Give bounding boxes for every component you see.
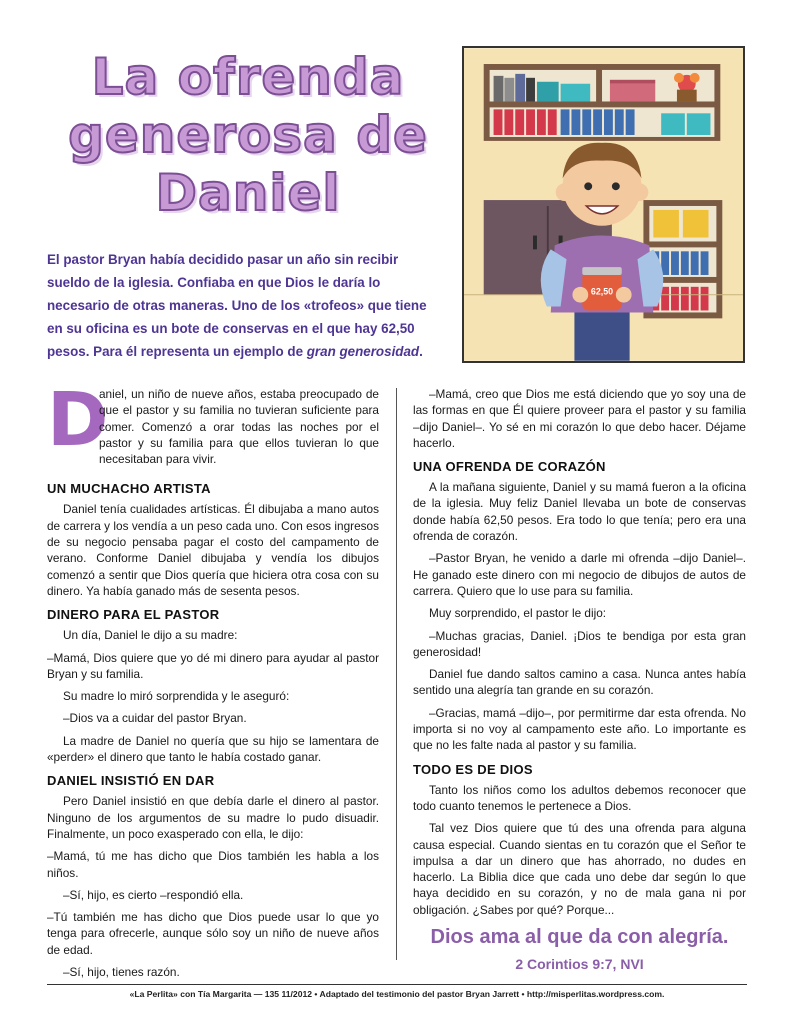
right-paragraph-8: Tanto los niños como los adultos debemos reconocer que todo cuanto tenemos le pertenece a Dios. [413,782,746,813]
left-paragraph-4: –Mamá, Dios quiere que yo dé mi dinero para ayudar al pastor Bryan y su familia. [47,650,379,681]
right-paragraph-5: –Muchas gracias, Daniel. ¡Dios te bendiga por esta gran generosidad! [413,628,746,659]
intro-emphasis: gran generosidad [306,344,420,359]
title-line-1: La ofrenda [91,48,405,106]
left-paragraph-6: –Dios va a cuidar del pastor Bryan. [63,711,247,726]
jar-label: 62,50 [590,286,614,297]
heading-una-ofrenda-de-corazon: UNA OFRENDA DE CORAZÓN [413,459,606,475]
footer-rule [47,984,747,985]
right-paragraph-6: Daniel fue dando saltos camino a casa. Nunca antes había sentido una alegría tan grande en su corazón. [413,667,746,698]
left-paragraph-5: Su madre lo miró sorprendida y le aseguró: [63,689,290,704]
left-paragraph-2: Daniel tenía cualidades artísticas. Él dibujaba a mano autos de carrera y los vendía a un peso cada uno. Con esos ingresos de su negocio pensaba pagar el costo del campamento de verano. Conforme Daniel dibujaba y vendía los dibujos comenzó a sentir que Dios quería que hiciera otra cosa con su dinero. Ya había ganado más de sesenta pesos. [47,502,379,598]
left-column [47,377,379,986]
heading-daniel-insistio: DANIEL INSISTIÓ EN DAR [47,773,215,789]
title-line-3: Daniel [155,164,341,222]
left-paragraph-10: –Sí, hijo, es cierto –respondió ella. [63,887,244,902]
left-paragraph-1: aniel, un niño de nueve años, estaba preocupado de que el pastor y su familia no tuvieran suficiente para comer. Comenzó a orar todas las noches por el pastor y su familia para que ellos tuvieran lo que necesitaban para vivir. [99,387,379,467]
verse-reference: 2 Corintios 9:7, NVI [515,956,644,972]
verse-text: Dios ama al que da con alegría. [430,926,729,948]
intro-end: . [419,344,423,359]
left-paragraph-9: –Mamá, tú me has dicho que Dios también les habla a los niños. [47,849,379,880]
column-divider [396,388,397,960]
books [494,76,504,102]
right-paragraph-2: A la mañana siguiente, Daniel y su mamá fueron a la oficina de la iglesia. Muy feliz Daniel llevaba un bote de conservas donde había 62,50 pesos. Era todo lo que tenía; pero era una ofrenda de corazón. [413,480,746,544]
title-line-2: generosa de [68,106,428,164]
drop-cap: D [47,377,109,463]
boy-pants [574,307,629,361]
intro-paragraph [47,248,439,363]
left-paragraph-7: La madre de Daniel no quería que su hijo se lamentara de «perder» el dinero que tanto le había costado ganar. [47,733,379,765]
illustration-boy-with-jar [462,46,745,363]
heading-dinero-para-el-pastor: DINERO PARA EL PASTOR [47,607,220,623]
right-paragraph-7: –Gracias, mamá –dijo–, por permitirme dar esta ofrenda. No importa si no voy al campamento este año. Lo importante es que no les falte nada al pastor y su familia. [413,705,746,753]
bible-verse [413,924,746,974]
opening-paragraph [47,377,379,473]
heading-todo-es-de-dios: TODO ES DE DIOS [413,761,533,777]
right-paragraph-9: Tal vez Dios quiere que tú des una ofrenda para alguna causa especial. Cuando sientas en tu corazón que el Señor te impulsa a dar un dinero que has ahorrado, no dudes en hacerlo. La Biblia dice que cada uno debe dar según lo que haya decidido en su corazón, y no de mala gana ni por obligación. ¿Sabes por qué? Porque... [413,821,746,917]
story-title [48,48,448,222]
left-paragraph-11: –Tú también me has dicho que Dios puede usar lo que yo tenga para ofrecerle, aunque sólo soy un niño de nueve años de edad. [47,910,379,957]
right-paragraph-3: –Pastor Bryan, he venido a darle mi ofrenda –dijo Daniel–. He ganado este dinero con mi negocio de dibujos de autos de carrera. Quiero que lo use para su familia. [413,551,746,598]
left-paragraph-12: –Sí, hijo, tienes razón. [63,965,180,980]
right-paragraph-1: –Mamá, creo que Dios me está diciendo que yo soy una de las formas en que Él quiere proveer para el pastor y su familia –dijo Daniel–. Yo sé en mi corazón lo que debo hacer. Déjame hacerlo. [413,387,746,450]
left-paragraph-8: Pero Daniel insistió en que debía darle el dinero al pastor. Ninguno de los argumentos de su madre lo pudo disuadir. Finalmente, un poco exasperado con ella, le dijo: [47,794,379,841]
right-paragraph-4: Muy sorprendido, el pastor le dijo: [429,606,607,621]
footer-credits: «La Perlita» con Tía Margarita — 135 11/2012 • Adaptado del testimonio del pastor Bryan Jarrett • http://misperlitas.wordpress.com. [129,989,665,999]
right-column [413,386,746,924]
left-paragraph-3: Un día, Daniel le dijo a su madre: [63,628,238,643]
heading-un-muchacho-artista: UN MUCHACHO ARTISTA [47,481,211,497]
intro-text: El pastor Bryan había decidido pasar un año sin recibir sueldo de la iglesia. Confiaba en que Dios le daría lo necesario de otras maneras. Uno de los «trofeos» que tiene en su oficina es un bote de conservas en el que hay 62,50 pesos. Para él representa un ejemplo de [47,252,427,359]
